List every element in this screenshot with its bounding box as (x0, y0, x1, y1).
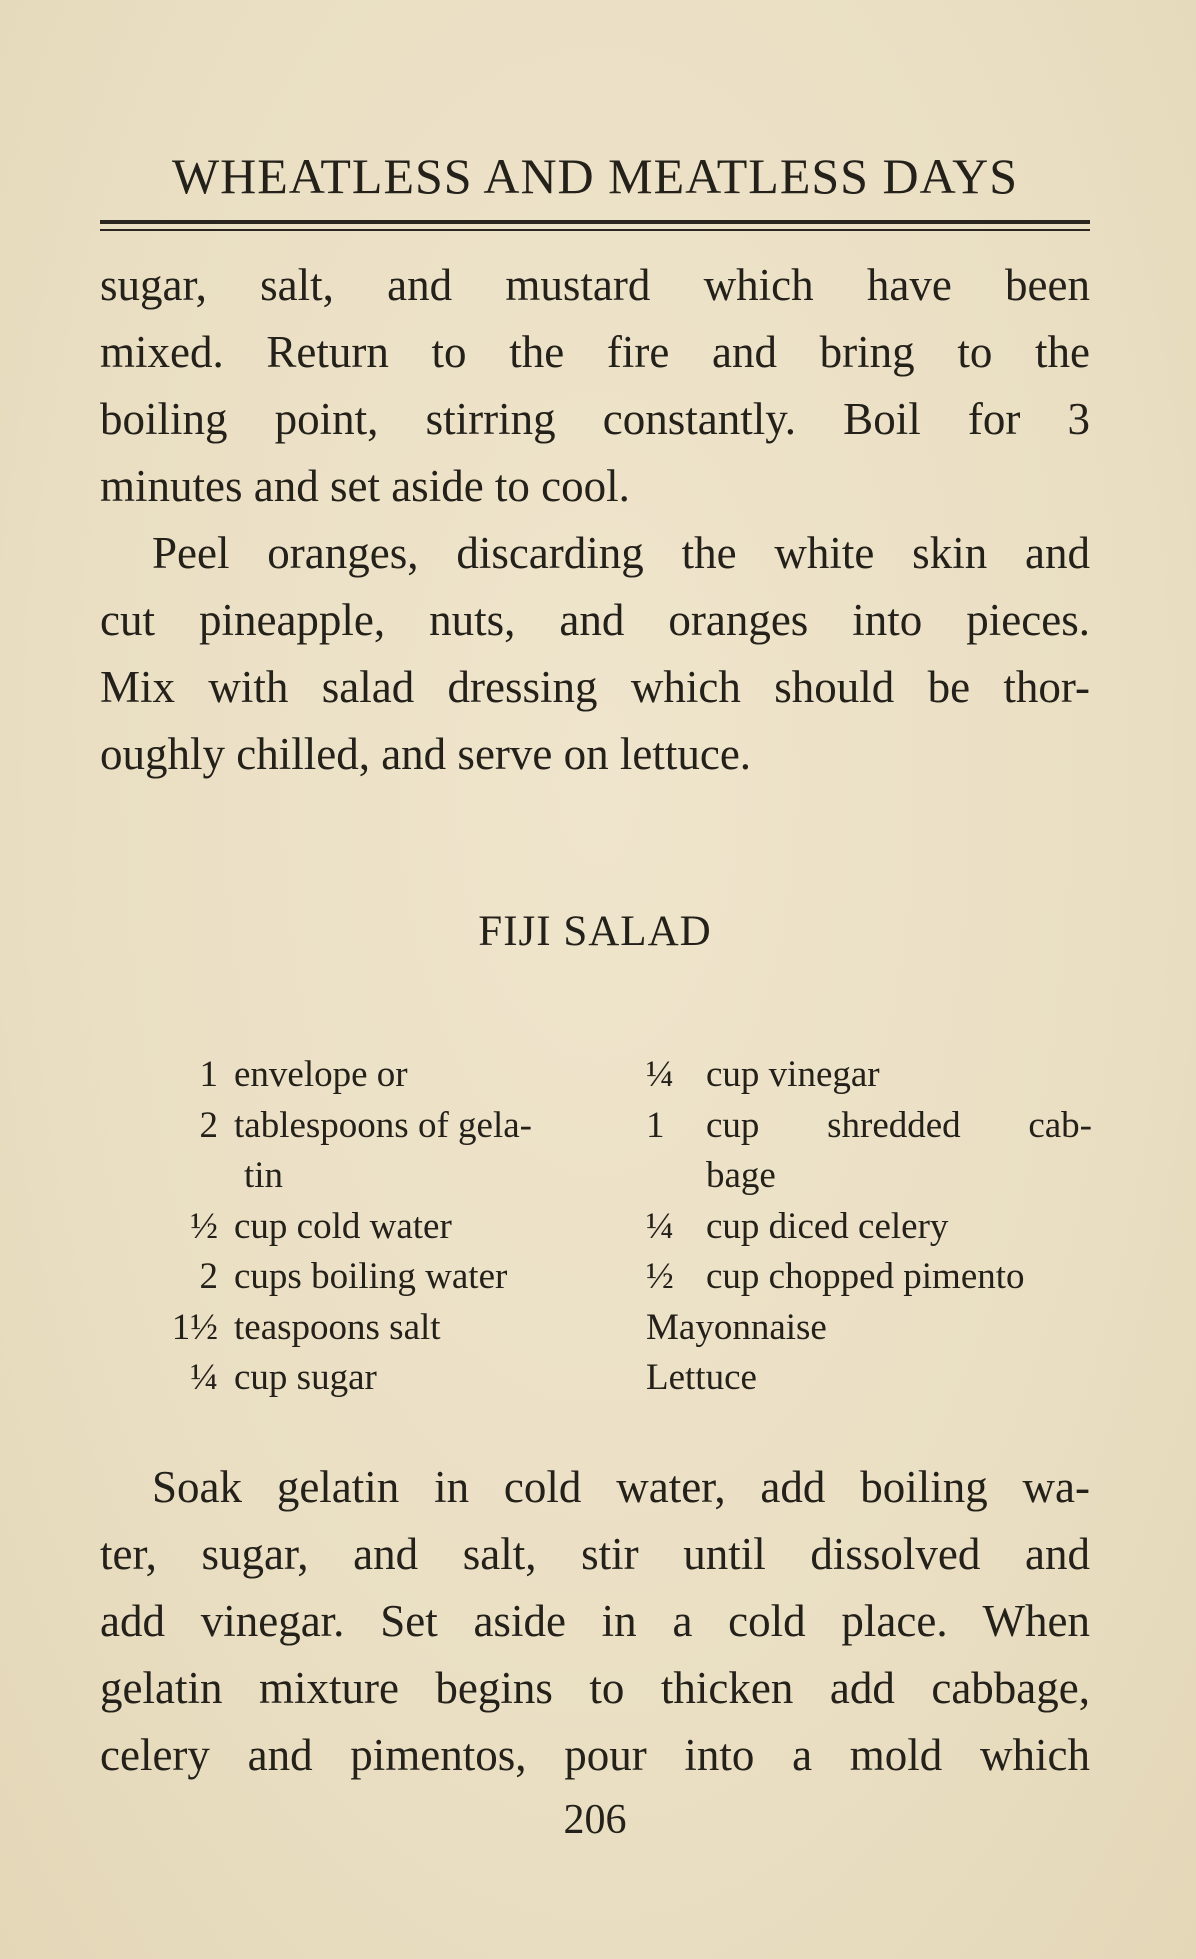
ingredient-row (100, 1202, 600, 1253)
ingredient-quantity: ¼ (646, 1205, 674, 1247)
ingredients-right-column (636, 1050, 1092, 1404)
ingredient-row (636, 1101, 1092, 1152)
ingredient-row (636, 1050, 1092, 1101)
ingredient-text: Mayonnaise (646, 1306, 827, 1348)
text-line: mixed. Return to the fire and bring to the (100, 327, 1090, 377)
text-line: gelatin mixture begins to thicken add cabbage, (100, 1663, 1090, 1713)
ingredient-quantity: ½ (190, 1205, 218, 1247)
ingredient-quantity: 1 (199, 1054, 218, 1095)
text-line: Soak gelatin in cold water, add boiling wa- (152, 1462, 1090, 1512)
ingredient-row (100, 1353, 600, 1404)
ingredient-text: cups boiling water (234, 1256, 508, 1297)
ingredient-text: tablespoons of gela- (234, 1104, 532, 1146)
ingredient-row (100, 1050, 600, 1101)
ingredient-row (100, 1303, 600, 1354)
ingredient-text: cup cold water (234, 1205, 452, 1247)
ingredient-quantity: 1 (646, 1104, 665, 1146)
text-line: add vinegar. Set aside in a cold place. When (100, 1596, 1090, 1646)
ingredient-row (636, 1151, 1092, 1202)
ingredient-text: cup chopped pimento (706, 1256, 1025, 1297)
ingredient-row (636, 1202, 1092, 1253)
ingredient-text: cup diced celery (706, 1205, 949, 1247)
paragraph-peel-oranges (100, 520, 1090, 788)
running-head: WHEATLESS AND MEATLESS DAYS (171, 148, 1019, 204)
ingredients-left-column (100, 1050, 600, 1404)
ingredient-quantity: 2 (199, 1104, 218, 1146)
ingredient-row (636, 1353, 1092, 1404)
text-line: Mix with salad dressing which should be thor- (100, 662, 1090, 712)
ingredient-quantity: ½ (646, 1256, 674, 1297)
ingredient-text: tin (244, 1155, 284, 1196)
ingredient-quantity: 1½ (171, 1306, 218, 1348)
ingredient-row (100, 1151, 600, 1202)
ingredient-row (100, 1101, 600, 1152)
header-rule-thick (100, 220, 1090, 224)
ingredient-text: teaspoons salt (234, 1306, 441, 1348)
header-rule-thin (100, 229, 1090, 231)
text-line: cut pineapple, nuts, and oranges into pieces. (100, 595, 1090, 645)
paragraph-continuation (100, 252, 1090, 520)
text-line: Peel oranges, discarding the white skin and (152, 528, 1090, 578)
text-line: sugar, salt, and mustard which have been (100, 260, 1090, 310)
ingredient-quantity: ¼ (190, 1357, 218, 1398)
ingredient-quantity: 2 (199, 1256, 218, 1297)
text-line: minutes and set aside to cool. (100, 461, 630, 511)
page-number: 206 (563, 1797, 627, 1843)
ingredient-row (100, 1252, 600, 1303)
text-line: ter, sugar, and salt, stir until dissolved and (100, 1529, 1090, 1579)
recipe-title: FIJI SALAD (478, 908, 712, 955)
text-line: boiling point, stirring constantly. Boil for 3 (100, 394, 1090, 444)
text-line: oughly chilled, and serve on lettuce. (100, 729, 752, 779)
ingredient-row (636, 1252, 1092, 1303)
ingredient-text: bage (706, 1155, 776, 1196)
ingredient-text: cup shredded cab- (706, 1104, 1092, 1146)
ingredient-text: cup vinegar (706, 1054, 880, 1095)
ingredient-text: envelope or (234, 1054, 408, 1095)
ingredient-quantity: ¼ (646, 1054, 674, 1095)
ingredient-text: Lettuce (646, 1357, 757, 1398)
text-line: celery and pimentos, pour into a mold which (100, 1730, 1090, 1780)
recipe-directions (100, 1454, 1090, 1789)
ingredient-text: cup sugar (234, 1357, 377, 1398)
ingredient-row (636, 1303, 1092, 1354)
